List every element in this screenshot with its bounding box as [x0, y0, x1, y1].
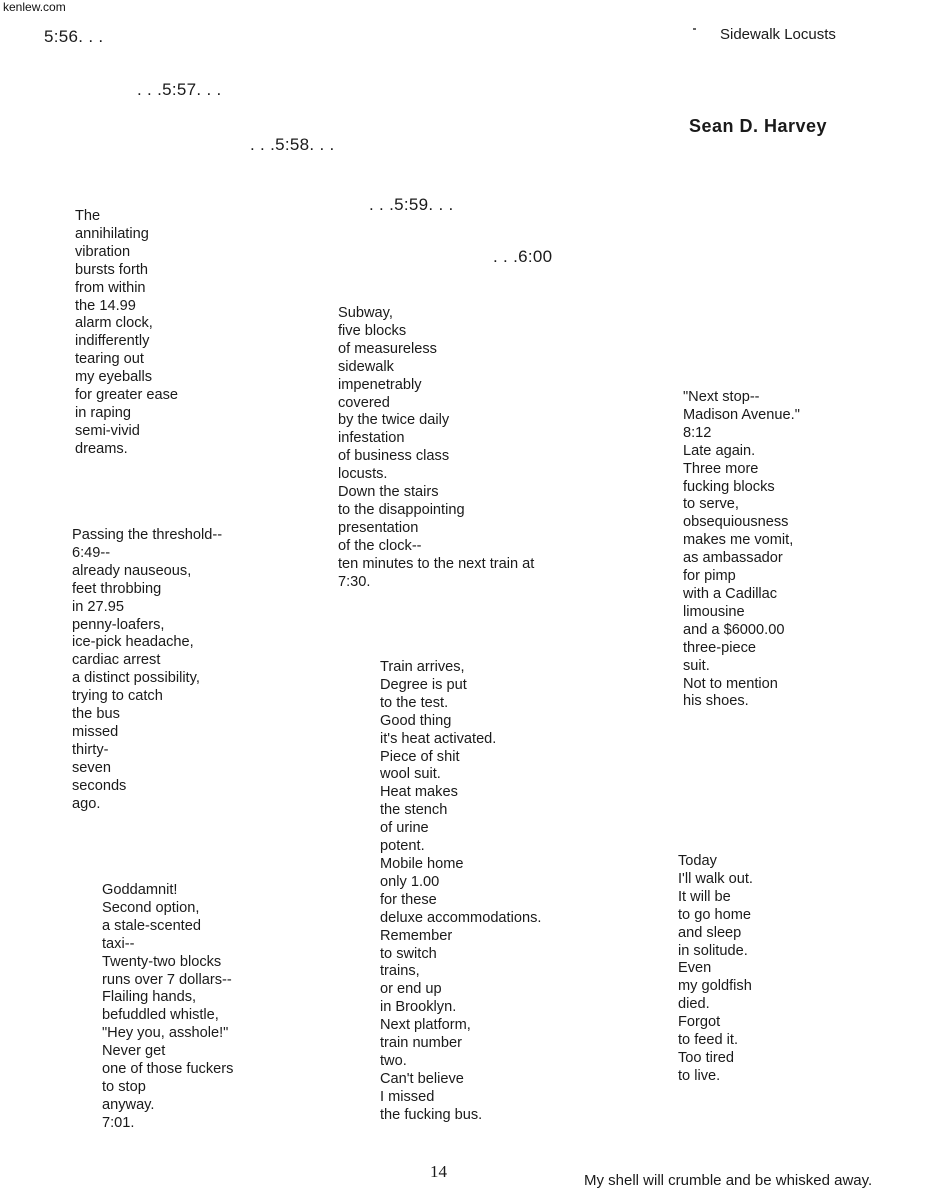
page-number: 14: [430, 1162, 447, 1181]
stanza-train: Train arrives, Degree is put to the test. Good thing it's heat activated. Piece of shit wool suit. Heat makes the stench of urine potent. Mobile home only 1.00 for these deluxe accommodations. Remember to switch trains, or end up in Brooklyn. Next platform, train number two. Can't believe I missed the fucking bus.: [380, 659, 542, 1123]
timestamp-559: . . .5:59. . .: [369, 195, 454, 214]
timestamp-558: . . .5:58. . .: [250, 135, 335, 154]
timestamp-556: 5:56. . .: [44, 27, 104, 46]
stanza-alarm-clock: The annihilating vibration bursts forth from within the 14.99 alarm clock, indifferently tearing out my eyeballs for greater ease in raping semi-vivid dreams.: [75, 208, 179, 457]
scan-speck: [693, 28, 696, 30]
stanza-threshold: Passing the threshold-- 6:49-- already nauseous, feet throbbing in 27.95 penny-loafers, ice-pick headache, cardiac arrest a distinct possibility, trying to catch the bus missed thirty- seven seconds ago.: [72, 527, 223, 812]
stanza-next-stop: "Next stop-- Madison Avenue." 8:12 Late again. Three more fucking blocks to serve, obsequiousness makes me vomit, as ambassador for pimp with a Cadillac limousine and a $6000.00 three-piece suit. Not to mention his shoes.: [683, 389, 800, 710]
stanza-subway: Subway, five blocks of measureless sidewalk impenetrably covered by the twice daily infestation of business class locusts. Down the stairs to the disappointing presentation of the clock-- ten minutes to the next train at 7:30.: [338, 305, 535, 590]
closing-line: My shell will crumble and be whisked away.: [584, 1172, 873, 1189]
timestamp-557: . . .5:57. . .: [137, 80, 222, 99]
page-title: Sidewalk Locusts: [720, 26, 836, 43]
stanza-taxi: Goddamnit! Second option, a stale-scented taxi-- Twenty-two blocks runs over 7 dollars-- Flailing hands, befuddled whistle, "Hey you, asshole!" Never get one of those fuckers to stop anyway. 7:01.: [102, 882, 234, 1131]
timestamp-600: . . .6:00: [493, 247, 553, 266]
watermark: kenlew.com: [3, 0, 66, 14]
stanza-today: Today I'll walk out. It will be to go home and sleep in solitude. Even my goldfish died. Forgot to feed it. Too tired to live.: [678, 853, 753, 1084]
author-name: Sean D. Harvey: [689, 116, 828, 136]
